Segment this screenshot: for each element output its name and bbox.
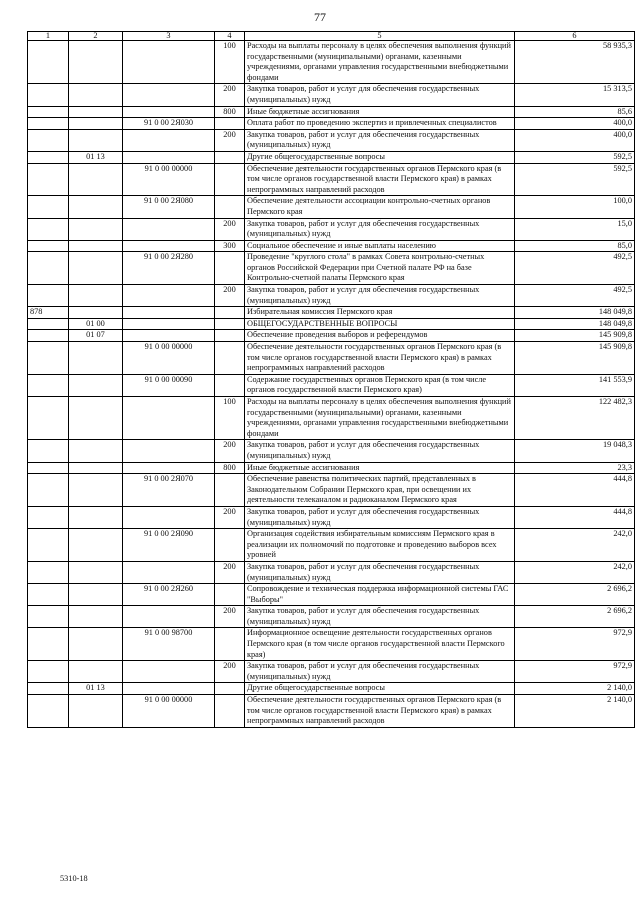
section-code-cell (69, 661, 123, 683)
admin-code-cell (28, 397, 69, 440)
target-article-cell (123, 330, 215, 342)
admin-code-cell (28, 529, 69, 562)
section-code-cell: 01 13 (69, 151, 123, 163)
amount-cell: 85,6 (515, 106, 635, 118)
description-cell: Закупка товаров, работ и услуг для обеспечения государственных (муниципальных) нужд (245, 561, 515, 583)
target-article-cell (123, 84, 215, 106)
expense-type-cell (215, 151, 245, 163)
expense-type-cell: 200 (215, 506, 245, 528)
amount-cell: 592,5 (515, 151, 635, 163)
target-article-cell (123, 240, 215, 252)
expense-type-cell (215, 584, 245, 606)
table-row (28, 561, 635, 583)
section-code-cell (69, 374, 123, 396)
target-article-cell (123, 506, 215, 528)
section-code-cell (69, 196, 123, 218)
target-article-cell (123, 151, 215, 163)
admin-code-cell (28, 474, 69, 507)
table-row (28, 151, 635, 163)
admin-code-cell (28, 330, 69, 342)
table-row (28, 474, 635, 507)
admin-code-cell (28, 440, 69, 462)
admin-code-cell (28, 196, 69, 218)
admin-code-cell (28, 628, 69, 661)
expense-type-cell (215, 318, 245, 330)
amount-cell: 972,9 (515, 661, 635, 683)
admin-code-cell (28, 252, 69, 285)
description-cell: Информационное освещение деятельности государственных органов Пермского края (в том числе органов государственной власти Пермского края) (245, 628, 515, 661)
description-cell: Обеспечение деятельности государственных органов Пермского края (в том числе органов государственной власти Пермского края) в рамках непрограммных направлений расходов (245, 342, 515, 375)
table-row (28, 163, 635, 196)
expense-type-cell (215, 196, 245, 218)
admin-code-cell (28, 163, 69, 196)
table-row (28, 330, 635, 342)
admin-code-cell (28, 374, 69, 396)
target-article-cell (123, 661, 215, 683)
table-row (28, 584, 635, 606)
description-cell: Обеспечение проведения выборов и референдумов (245, 330, 515, 342)
expense-type-cell: 200 (215, 129, 245, 151)
expense-type-cell: 200 (215, 84, 245, 106)
expense-type-cell (215, 163, 245, 196)
section-code-cell (69, 529, 123, 562)
target-article-cell (123, 397, 215, 440)
admin-code-cell (28, 240, 69, 252)
amount-cell: 2 140,0 (515, 683, 635, 695)
section-code-cell (69, 84, 123, 106)
description-cell: Содержание государственных органов Пермского края (в том числе органов государственной власти Пермского края) (245, 374, 515, 396)
description-cell: Закупка товаров, работ и услуг для обеспечения государственных (муниципальных) нужд (245, 506, 515, 528)
target-article-cell (123, 318, 215, 330)
amount-cell: 444,8 (515, 506, 635, 528)
table-row (28, 440, 635, 462)
admin-code-cell (28, 151, 69, 163)
section-code-cell (69, 628, 123, 661)
column-header: 3 (123, 32, 215, 41)
table-row (28, 318, 635, 330)
admin-code-cell (28, 41, 69, 84)
admin-code-cell (28, 218, 69, 240)
column-header: 4 (215, 32, 245, 41)
amount-cell: 15 313,5 (515, 84, 635, 106)
admin-code-cell (28, 118, 69, 130)
target-article-cell: 91 0 00 2Я090 (123, 529, 215, 562)
section-code-cell (69, 440, 123, 462)
table-row (28, 285, 635, 307)
expense-type-cell: 200 (215, 606, 245, 628)
target-article-cell (123, 606, 215, 628)
column-header: 5 (245, 32, 515, 41)
description-cell: Обеспечение деятельности ассоциации контрольно-счетных органов Пермского края (245, 196, 515, 218)
section-code-cell (69, 695, 123, 728)
target-article-cell: 91 0 00 00090 (123, 374, 215, 396)
table-row (28, 196, 635, 218)
description-cell: Иные бюджетные ассигнования (245, 106, 515, 118)
section-code-cell (69, 118, 123, 130)
admin-code-cell (28, 84, 69, 106)
description-cell: Другие общегосударственные вопросы (245, 683, 515, 695)
section-code-cell: 01 13 (69, 683, 123, 695)
amount-cell: 400,0 (515, 129, 635, 151)
table-row (28, 252, 635, 285)
admin-code-cell (28, 129, 69, 151)
expense-type-cell (215, 330, 245, 342)
table-row (28, 374, 635, 396)
description-cell: Избирательная комиссия Пермского края (245, 307, 515, 319)
admin-code-cell (28, 506, 69, 528)
target-article-cell (123, 218, 215, 240)
column-header: 2 (69, 32, 123, 41)
amount-cell: 148 049,8 (515, 318, 635, 330)
section-code-cell (69, 474, 123, 507)
amount-cell: 15,0 (515, 218, 635, 240)
table-row (28, 695, 635, 728)
table-row (28, 529, 635, 562)
admin-code-cell (28, 106, 69, 118)
description-cell: Закупка товаров, работ и услуг для обеспечения государственных (муниципальных) нужд (245, 285, 515, 307)
description-cell: Иные бюджетные ассигнования (245, 462, 515, 474)
target-article-cell (123, 41, 215, 84)
amount-cell: 23,3 (515, 462, 635, 474)
target-article-cell: 91 0 00 00000 (123, 695, 215, 728)
expense-type-cell: 200 (215, 285, 245, 307)
expense-type-cell (215, 474, 245, 507)
column-header: 1 (28, 32, 69, 41)
expense-type-cell: 200 (215, 218, 245, 240)
amount-cell: 58 935,3 (515, 41, 635, 84)
table-row (28, 462, 635, 474)
section-code-cell (69, 285, 123, 307)
description-cell: Обеспечение деятельности государственных органов Пермского края (в том числе органов государственной власти Пермского края) в рамках непрограммных направлений расходов (245, 163, 515, 196)
table-row (28, 129, 635, 151)
description-cell: Закупка товаров, работ и услуг для обеспечения государственных (муниципальных) нужд (245, 440, 515, 462)
description-cell: ОБЩЕГОСУДАРСТВЕННЫЕ ВОПРОСЫ (245, 318, 515, 330)
table-row (28, 661, 635, 683)
target-article-cell: 91 0 00 98700 (123, 628, 215, 661)
section-code-cell (69, 342, 123, 375)
expense-type-cell (215, 252, 245, 285)
target-article-cell: 91 0 00 2Я070 (123, 474, 215, 507)
amount-cell: 592,5 (515, 163, 635, 196)
admin-code-cell (28, 285, 69, 307)
amount-cell: 2 140,0 (515, 695, 635, 728)
target-article-cell (123, 307, 215, 319)
description-cell: Закупка товаров, работ и услуг для обеспечения государственных (муниципальных) нужд (245, 218, 515, 240)
admin-code-cell (28, 584, 69, 606)
amount-cell: 400,0 (515, 118, 635, 130)
expense-type-cell (215, 374, 245, 396)
table-row (28, 397, 635, 440)
section-code-cell (69, 240, 123, 252)
section-code-cell (69, 41, 123, 84)
expense-type-cell: 300 (215, 240, 245, 252)
expense-type-cell: 800 (215, 106, 245, 118)
section-code-cell (69, 561, 123, 583)
expense-type-cell (215, 683, 245, 695)
amount-cell: 122 482,3 (515, 397, 635, 440)
section-code-cell (69, 307, 123, 319)
expense-type-cell: 800 (215, 462, 245, 474)
table-row (28, 240, 635, 252)
page-number: 77 (314, 10, 326, 24)
admin-code-cell (28, 683, 69, 695)
amount-cell: 492,5 (515, 252, 635, 285)
section-code-cell (69, 506, 123, 528)
section-code-cell: 01 00 (69, 318, 123, 330)
section-code-cell: 01 07 (69, 330, 123, 342)
amount-cell: 100,0 (515, 196, 635, 218)
admin-code-cell (28, 318, 69, 330)
expense-type-cell (215, 307, 245, 319)
budget-table (27, 31, 635, 728)
target-article-cell: 91 0 00 2Я280 (123, 252, 215, 285)
amount-cell: 492,5 (515, 285, 635, 307)
target-article-cell: 91 0 00 00000 (123, 163, 215, 196)
amount-cell: 85,0 (515, 240, 635, 252)
description-cell: Расходы на выплаты персоналу в целях обеспечения выполнения функций государственными (муниципальными) органами, казенными учреждениями, органами управления государственными внебюджетными фондами (245, 397, 515, 440)
table-row (28, 307, 635, 319)
target-article-cell (123, 285, 215, 307)
expense-type-cell (215, 628, 245, 661)
amount-cell: 242,0 (515, 529, 635, 562)
target-article-cell: 91 0 00 00000 (123, 342, 215, 375)
table-row (28, 683, 635, 695)
description-cell: Закупка товаров, работ и услуг для обеспечения государственных (муниципальных) нужд (245, 661, 515, 683)
target-article-cell: 91 0 00 2Я260 (123, 584, 215, 606)
amount-cell: 141 553,9 (515, 374, 635, 396)
expense-type-cell: 100 (215, 41, 245, 84)
table-row (28, 506, 635, 528)
amount-cell: 145 909,8 (515, 342, 635, 375)
description-cell: Проведение "круглого стола" в рамках Совета контрольно-счетных органов Российской Федерации при Счетной палате РФ на базе Контрольно-счетной палаты Пермского края (245, 252, 515, 285)
expense-type-cell: 100 (215, 397, 245, 440)
target-article-cell (123, 462, 215, 474)
expense-type-cell (215, 118, 245, 130)
admin-code-cell (28, 606, 69, 628)
section-code-cell (69, 606, 123, 628)
amount-cell: 148 049,8 (515, 307, 635, 319)
table-row (28, 606, 635, 628)
section-code-cell (69, 106, 123, 118)
admin-code-cell (28, 561, 69, 583)
description-cell: Расходы на выплаты персоналу в целях обеспечения выполнения функций государственными (муниципальными) органами, казенными учреждениями, органами управления государственными внебюджетными фондами (245, 41, 515, 84)
target-article-cell (123, 683, 215, 695)
section-code-cell (69, 462, 123, 474)
column-header: 6 (515, 32, 635, 41)
description-cell: Закупка товаров, работ и услуг для обеспечения государственных (муниципальных) нужд (245, 606, 515, 628)
amount-cell: 2 696,2 (515, 584, 635, 606)
amount-cell: 145 909,8 (515, 330, 635, 342)
target-article-cell: 91 0 00 2Я030 (123, 118, 215, 130)
description-cell: Оплата работ по проведению экспертиз и привлеченных специалистов (245, 118, 515, 130)
target-article-cell (123, 129, 215, 151)
table-row (28, 628, 635, 661)
description-cell: Обеспечение равенства политических партий, представленных в Законодательном Собрании Пермского края, при освещении их деятельности телеканалом и радиоканалом Пермского края (245, 474, 515, 507)
table-header-row (28, 32, 635, 41)
description-cell: Организация содействия избирательным комиссиям Пермского края в реализации их полномочий по подготовке и проведению выборов всех уровней (245, 529, 515, 562)
table-row (28, 41, 635, 84)
expense-type-cell (215, 529, 245, 562)
amount-cell: 2 696,2 (515, 606, 635, 628)
table-row (28, 218, 635, 240)
section-code-cell (69, 584, 123, 606)
target-article-cell: 91 0 00 2Я080 (123, 196, 215, 218)
description-cell: Сопровождение и техническая поддержка информационной системы ГАС "Выборы" (245, 584, 515, 606)
description-cell: Закупка товаров, работ и услуг для обеспечения государственных (муниципальных) нужд (245, 84, 515, 106)
expense-type-cell (215, 695, 245, 728)
amount-cell: 972,9 (515, 628, 635, 661)
admin-code-cell: 878 (28, 307, 69, 319)
description-cell: Социальное обеспечение и иные выплаты населению (245, 240, 515, 252)
target-article-cell (123, 561, 215, 583)
admin-code-cell (28, 695, 69, 728)
table-row (28, 106, 635, 118)
document-code: 5310-18 (60, 874, 88, 883)
admin-code-cell (28, 342, 69, 375)
table-row (28, 118, 635, 130)
expense-type-cell: 200 (215, 661, 245, 683)
section-code-cell (69, 397, 123, 440)
expense-type-cell: 200 (215, 440, 245, 462)
section-code-cell (69, 129, 123, 151)
description-cell: Обеспечение деятельности государственных органов Пермского края (в том числе органов государственной власти Пермского края) в рамках непрограммных направлений расходов (245, 695, 515, 728)
admin-code-cell (28, 661, 69, 683)
amount-cell: 19 048,3 (515, 440, 635, 462)
description-cell: Другие общегосударственные вопросы (245, 151, 515, 163)
amount-cell: 444,8 (515, 474, 635, 507)
section-code-cell (69, 163, 123, 196)
expense-type-cell: 200 (215, 561, 245, 583)
expense-type-cell (215, 342, 245, 375)
target-article-cell (123, 440, 215, 462)
section-code-cell (69, 218, 123, 240)
admin-code-cell (28, 462, 69, 474)
target-article-cell (123, 106, 215, 118)
description-cell: Закупка товаров, работ и услуг для обеспечения государственных (муниципальных) нужд (245, 129, 515, 151)
section-code-cell (69, 252, 123, 285)
amount-cell: 242,0 (515, 561, 635, 583)
table-row (28, 84, 635, 106)
table-row (28, 342, 635, 375)
